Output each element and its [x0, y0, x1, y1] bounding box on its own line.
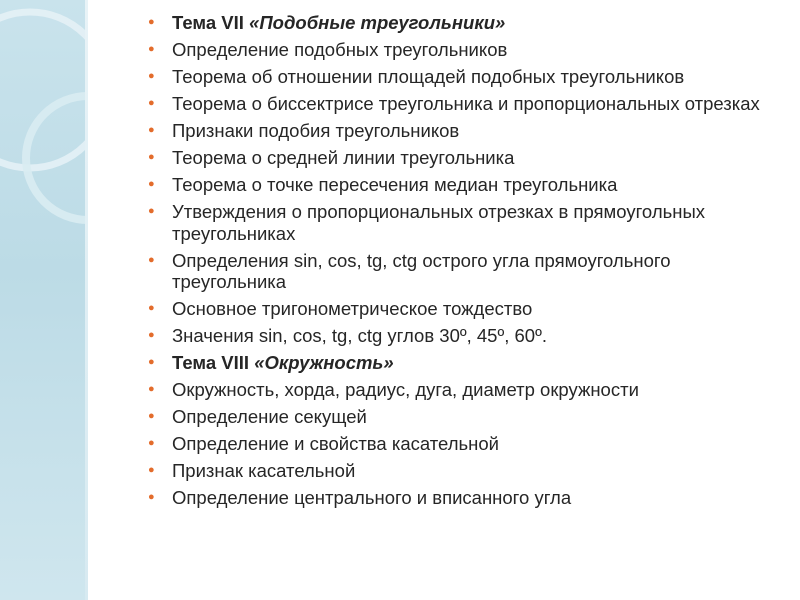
list-item-text: Определения sin, cos, tg, ctg острого угла прямоугольного треугольника — [172, 249, 671, 292]
bullet-icon: ● — [148, 356, 155, 368]
decorative-circles — [0, 0, 88, 600]
decorative-ring-small — [26, 96, 88, 220]
bullet-icon: ● — [148, 410, 155, 422]
list-item-topic-8 — [148, 352, 788, 374]
list-item — [148, 433, 788, 455]
list-item-text: Значения sin, cos, tg, ctg углов 30º, 45º, 60º. — [172, 325, 547, 346]
bullet-icon: ● — [148, 151, 155, 163]
list-item — [148, 93, 788, 115]
bullet-icon: ● — [148, 491, 155, 503]
list-item-text: Определение секущей — [172, 406, 367, 427]
list-item-topic-7 — [148, 12, 788, 34]
list-item — [148, 250, 788, 293]
list-item-text: Признак касательной — [172, 460, 356, 481]
list-item — [148, 487, 788, 509]
list-item — [148, 460, 788, 482]
topic-list — [148, 12, 788, 514]
bullet-icon: ● — [148, 97, 155, 109]
list-item-text: Признаки подобия треугольников — [172, 120, 460, 141]
bullet-icon: ● — [148, 205, 155, 217]
list-item — [148, 379, 788, 401]
bullet-icon: ● — [148, 43, 155, 55]
list-item — [148, 174, 788, 196]
list-item-text: Основное тригонометрическое тождество — [172, 298, 533, 319]
bullet-icon: ● — [148, 383, 155, 395]
topic-label: Тема VIII — [172, 352, 255, 373]
list-item — [148, 201, 788, 244]
bullet-icon: ● — [148, 302, 155, 314]
bullet-icon: ● — [148, 437, 155, 449]
list-item — [148, 298, 788, 320]
list-item — [148, 39, 788, 61]
list-item-text: Определение и свойства касательной — [172, 433, 499, 454]
list-item — [148, 66, 788, 88]
bullet-icon: ● — [148, 70, 155, 82]
bullet-icon: ● — [148, 16, 155, 28]
bullet-icon: ● — [148, 329, 155, 341]
list-item-text: Теорема о средней линии треугольника — [172, 147, 515, 168]
list-item — [148, 120, 788, 142]
bullet-icon: ● — [148, 253, 155, 266]
list-item-text: Теорема об отношении площадей подобных треугольников — [172, 66, 685, 87]
list-item-text: Определение центрального и вписанного угла — [172, 487, 572, 508]
list-item-text: Теорема о точке пересечения медиан треугольника — [172, 174, 618, 195]
bullet-icon: ● — [148, 124, 155, 136]
topic-title: «Окружность» — [254, 352, 394, 373]
decorative-ring-large — [0, 12, 88, 168]
topic-label: Тема VII — [172, 12, 250, 33]
decorative-sidebar — [0, 0, 88, 600]
sidebar-edge — [85, 0, 88, 600]
list-item-text: Утверждения о пропорциональных отрезках в прямоугольных треугольниках — [172, 201, 706, 244]
bullet-icon: ● — [148, 178, 155, 190]
list-item — [148, 325, 788, 347]
list-item — [148, 147, 788, 169]
list-item-text: Окружность, хорда, радиус, дуга, диаметр окружности — [172, 379, 639, 400]
list-item-text: Определение подобных треугольников — [172, 39, 508, 60]
list-item — [148, 406, 788, 428]
topic-title: «Подобные треугольники» — [249, 12, 506, 33]
list-item-text: Теорема о биссектрисе треугольника и пропорциональных отрезках — [172, 93, 760, 114]
bullet-icon: ● — [148, 464, 155, 476]
